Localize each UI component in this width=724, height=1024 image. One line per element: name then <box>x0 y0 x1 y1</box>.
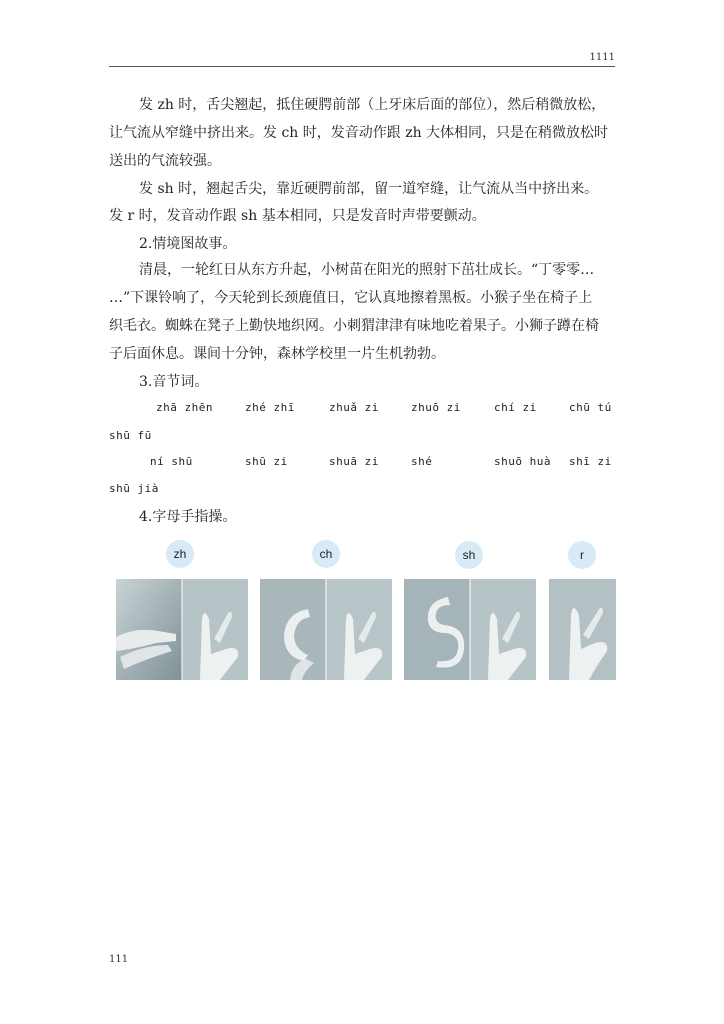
syllable-word: shuō huà <box>494 455 551 468</box>
story-line-4: 子后面休息。课间十分钟，森林学校里一片生机勃勃。 <box>109 346 445 362</box>
letter-badge-sh: sh <box>455 541 483 569</box>
section-heading-finger-exercise: 4.字母手指操。 <box>139 509 237 525</box>
letter-badge-ch: ch <box>312 540 340 568</box>
paragraph-zh-line-2: 让气流从窄缝中挤出来。发 ch 时，发音动作跟 zh 大体相同，只是在稍微放松时 <box>109 125 609 141</box>
story-line-3: 织毛衣。蜘蛛在凳子上勤快地织网。小刺猬津津有味地吃着果子。小狮子蹲在椅 <box>109 318 599 334</box>
syllable-word: zhé zhī <box>245 401 295 414</box>
syllable-word: shū fū <box>109 429 152 442</box>
syllable-word: zhuō zi <box>411 401 461 414</box>
section-heading-story: 2.情境图故事。 <box>139 236 237 252</box>
story-line-2: …”下课铃响了，今天轮到长颈鹿值日，它认真地擦着黑板。小猴子坐在椅子上 <box>109 290 593 306</box>
syllable-word: chí zi <box>494 401 537 414</box>
syllable-word: shū zi <box>245 455 288 468</box>
syllable-word: shī zi <box>569 455 612 468</box>
paragraph-sh-line-1: 发 sh 时，翘起舌尖，靠近硬腭前部，留一道窄缝，让气流从当中挤出来。 <box>139 181 599 197</box>
syllable-word: shuā zi <box>329 455 379 468</box>
hand-gesture-photo-sh <box>404 579 536 680</box>
paragraph-r-line: 发 r 时，发音动作跟 sh 基本相同，只是发音时声带要颤动。 <box>109 208 486 224</box>
syllable-word: chū tú <box>569 401 612 414</box>
story-line-1: 清晨，一轮红日从东方升起，小树苗在阳光的照射下茁壮成长。“丁零零… <box>139 262 595 278</box>
page-number-footer: 111 <box>109 954 129 965</box>
hand-gesture-photo-zh <box>116 579 248 680</box>
hand-gesture-photo-ch <box>260 579 392 680</box>
hand-gesture-photo-r <box>549 579 616 680</box>
header-rule <box>109 66 615 67</box>
syllable-word: zhuǎ zi <box>329 401 379 414</box>
page-number-header: 1111 <box>589 52 615 63</box>
syllable-word: shū jià <box>109 482 159 495</box>
letter-badge-r: r <box>568 541 596 569</box>
syllable-word: zhā zhēn <box>156 401 213 414</box>
syllable-word: ní shū <box>150 455 193 468</box>
letter-badge-zh: zh <box>166 540 194 568</box>
syllable-word: shé <box>411 455 433 468</box>
section-heading-syllables: 3.音节词。 <box>139 374 209 390</box>
paragraph-zh-line-3: 送出的气流较强。 <box>109 153 221 169</box>
paragraph-zh-line-1: 发 zh 时，舌尖翘起，抵住硬腭前部（上牙床后面的部位），然后稍微放松， <box>139 97 606 113</box>
